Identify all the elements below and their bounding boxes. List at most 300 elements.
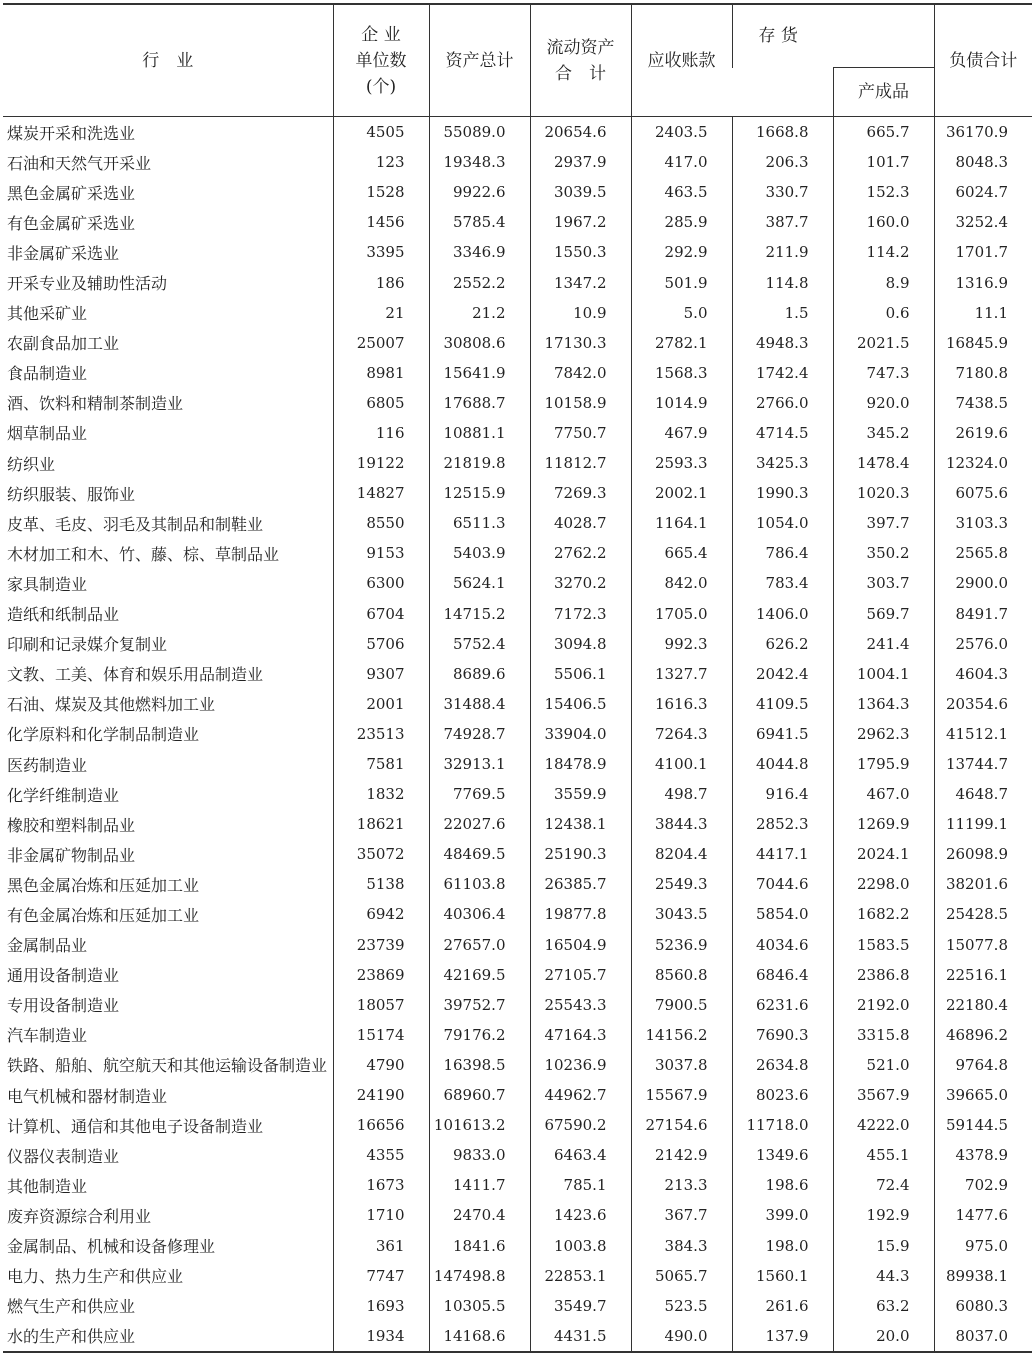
total-assets-cell: 3346.9 — [429, 237, 530, 267]
table-row — [3, 358, 1032, 388]
receivables-cell: 8204.4 — [631, 839, 732, 869]
unit-count-cell: 14827 — [333, 478, 429, 508]
current-assets-cell: 1550.3 — [530, 237, 631, 267]
inventory-cell: 2766.0 — [732, 388, 833, 418]
industry-name-cell: 化学原料和化学制品制造业 — [7, 725, 200, 745]
finished-goods-cell: 1583.5 — [833, 930, 934, 960]
unit-count-cell: 16656 — [333, 1110, 429, 1140]
industry-name-cell: 酒、饮料和精制茶制造业 — [7, 394, 184, 414]
industry-name-cell: 计算机、通信和其他电子设备制造业 — [7, 1116, 264, 1136]
current-assets-cell: 17130.3 — [530, 328, 631, 358]
inventory-cell: 198.0 — [732, 1230, 833, 1260]
current-assets-cell: 27105.7 — [530, 960, 631, 990]
industry-name-cell: 铁路、船舶、航空航天和其他运输设备制造业 — [7, 1056, 328, 1076]
total-liabilities-cell: 9764.8 — [934, 1050, 1032, 1080]
inventory-cell: 2634.8 — [732, 1050, 833, 1080]
inventory-cell: 7044.6 — [732, 869, 833, 899]
finished-goods-cell: 920.0 — [833, 388, 934, 418]
total-liabilities-cell: 13744.7 — [934, 749, 1032, 779]
current-assets-cell: 1967.2 — [530, 207, 631, 237]
total-liabilities-cell: 1701.7 — [934, 237, 1032, 267]
table-row — [3, 1200, 1032, 1230]
receivables-cell: 15567.9 — [631, 1080, 732, 1110]
receivables-cell: 1014.9 — [631, 388, 732, 418]
inventory-cell: 1406.0 — [732, 599, 833, 629]
unit-count-cell: 3395 — [333, 237, 429, 267]
industry-name-cell: 有色金属矿采选业 — [7, 213, 136, 233]
total-liabilities-cell: 4604.3 — [934, 659, 1032, 689]
inventory-cell: 206.3 — [732, 147, 833, 177]
unit-count-cell: 123 — [333, 147, 429, 177]
finished-goods-cell: 2298.0 — [833, 869, 934, 899]
finished-goods-cell: 1269.9 — [833, 809, 934, 839]
unit-count-cell: 7581 — [333, 749, 429, 779]
total-liabilities-cell: 36170.9 — [934, 117, 1032, 148]
industry-name-cell: 造纸和纸制品业 — [7, 605, 120, 625]
total-assets-cell: 55089.0 — [429, 117, 530, 148]
industry-name-cell: 化学纤维制造业 — [7, 785, 120, 805]
current-assets-cell: 785.1 — [530, 1170, 631, 1200]
table-row — [3, 659, 1032, 689]
receivables-cell: 292.9 — [631, 237, 732, 267]
receivables-cell: 2002.1 — [631, 478, 732, 508]
finished-goods-cell: 345.2 — [833, 418, 934, 448]
total-liabilities-cell: 975.0 — [934, 1230, 1032, 1260]
inventory-cell: 211.9 — [732, 237, 833, 267]
total-liabilities-cell: 59144.5 — [934, 1110, 1032, 1140]
finished-goods-cell: 4222.0 — [833, 1110, 934, 1140]
header-current-assets-line2: 合 计 — [555, 63, 606, 84]
total-liabilities-cell: 2565.8 — [934, 538, 1032, 568]
total-assets-cell: 30808.6 — [429, 328, 530, 358]
total-assets-cell: 42169.5 — [429, 960, 530, 990]
finished-goods-cell: 1478.4 — [833, 448, 934, 478]
unit-count-cell: 1832 — [333, 779, 429, 809]
total-liabilities-cell: 41512.1 — [934, 719, 1032, 749]
receivables-cell: 8560.8 — [631, 960, 732, 990]
current-assets-cell: 1423.6 — [530, 1200, 631, 1230]
unit-count-cell: 25007 — [333, 328, 429, 358]
receivables-cell: 2782.1 — [631, 328, 732, 358]
industry-name-cell: 皮革、毛皮、羽毛及其制品和制鞋业 — [7, 514, 264, 534]
industry-name-cell: 金属制品、机械和设备修理业 — [7, 1237, 216, 1257]
finished-goods-cell: 1682.2 — [833, 899, 934, 929]
total-assets-cell: 2470.4 — [429, 1200, 530, 1230]
total-assets-cell: 8689.6 — [429, 659, 530, 689]
total-assets-cell: 61103.8 — [429, 869, 530, 899]
current-assets-cell: 7269.3 — [530, 478, 631, 508]
total-liabilities-cell: 6080.3 — [934, 1291, 1032, 1321]
current-assets-cell: 12438.1 — [530, 809, 631, 839]
industry-name-cell: 电力、热力生产和供应业 — [7, 1267, 184, 1287]
inventory-cell: 1668.8 — [732, 117, 833, 148]
total-liabilities-cell: 25428.5 — [934, 899, 1032, 929]
inventory-cell: 399.0 — [732, 1200, 833, 1230]
finished-goods-cell: 1004.1 — [833, 659, 934, 689]
industry-name-cell: 文教、工美、体育和娱乐用品制造业 — [7, 665, 264, 685]
header-units — [333, 4, 429, 117]
unit-count-cell: 1934 — [333, 1321, 429, 1352]
receivables-cell: 1327.7 — [631, 659, 732, 689]
header-inventory-label: 存 货 — [758, 26, 798, 46]
current-assets-cell: 25190.3 — [530, 839, 631, 869]
table-row — [3, 689, 1032, 719]
receivables-cell: 992.3 — [631, 629, 732, 659]
total-assets-cell: 39752.7 — [429, 990, 530, 1020]
industry-name-cell: 黑色金属矿采选业 — [7, 183, 136, 203]
total-assets-cell: 5624.1 — [429, 568, 530, 598]
finished-goods-cell: 2962.3 — [833, 719, 934, 749]
receivables-cell: 498.7 — [631, 779, 732, 809]
table-row — [3, 599, 1032, 629]
total-liabilities-cell: 22180.4 — [934, 990, 1032, 1020]
finished-goods-cell: 20.0 — [833, 1321, 934, 1352]
finished-goods-cell: 0.6 — [833, 298, 934, 328]
unit-count-cell: 23739 — [333, 930, 429, 960]
unit-count-cell: 19122 — [333, 448, 429, 478]
table-row — [3, 508, 1032, 538]
current-assets-cell: 20654.6 — [530, 117, 631, 148]
finished-goods-cell: 192.9 — [833, 1200, 934, 1230]
industry-name-cell: 食品制造业 — [7, 364, 88, 384]
finished-goods-cell: 3567.9 — [833, 1080, 934, 1110]
total-liabilities-cell: 16845.9 — [934, 328, 1032, 358]
current-assets-cell: 10.9 — [530, 298, 631, 328]
finished-goods-cell: 1020.3 — [833, 478, 934, 508]
current-assets-cell: 6463.4 — [530, 1140, 631, 1170]
industry-name-cell: 废弃资源综合利用业 — [7, 1206, 152, 1226]
total-liabilities-cell: 39665.0 — [934, 1080, 1032, 1110]
inventory-cell: 4044.8 — [732, 749, 833, 779]
unit-count-cell: 23513 — [333, 719, 429, 749]
table-row — [3, 448, 1032, 478]
table-row — [3, 388, 1032, 418]
unit-count-cell: 186 — [333, 267, 429, 297]
industry-name-cell: 木材加工和木、竹、藤、棕、草制品业 — [7, 544, 280, 564]
total-liabilities-cell: 7438.5 — [934, 388, 1032, 418]
unit-count-cell: 4790 — [333, 1050, 429, 1080]
current-assets-cell: 47164.3 — [530, 1020, 631, 1050]
table-row — [3, 1321, 1032, 1352]
table-row — [3, 719, 1032, 749]
total-assets-cell: 101613.2 — [429, 1110, 530, 1140]
current-assets-cell: 1347.2 — [530, 267, 631, 297]
total-liabilities-cell: 11.1 — [934, 298, 1032, 328]
current-assets-cell: 19877.8 — [530, 899, 631, 929]
table-row — [3, 1170, 1032, 1200]
finished-goods-cell: 3315.8 — [833, 1020, 934, 1050]
inventory-cell: 4417.1 — [732, 839, 833, 869]
receivables-cell: 1616.3 — [631, 689, 732, 719]
header-inventory-spacer — [732, 68, 833, 117]
unit-count-cell: 5706 — [333, 629, 429, 659]
current-assets-cell: 16504.9 — [530, 930, 631, 960]
total-assets-cell: 5752.4 — [429, 629, 530, 659]
receivables-cell: 285.9 — [631, 207, 732, 237]
total-assets-cell: 21819.8 — [429, 448, 530, 478]
inventory-cell: 4714.5 — [732, 418, 833, 448]
header-units-line2: 单位数 — [355, 50, 407, 71]
finished-goods-cell: 8.9 — [833, 267, 934, 297]
current-assets-cell: 15406.5 — [530, 689, 631, 719]
receivables-cell: 213.3 — [631, 1170, 732, 1200]
finished-goods-cell: 1795.9 — [833, 749, 934, 779]
current-assets-cell: 22853.1 — [530, 1261, 631, 1291]
total-assets-cell: 31488.4 — [429, 689, 530, 719]
table-row — [3, 629, 1032, 659]
finished-goods-cell: 152.3 — [833, 177, 934, 207]
inventory-cell: 2852.3 — [732, 809, 833, 839]
industry-name-cell: 印刷和记录媒介复制业 — [7, 635, 168, 655]
current-assets-cell: 3094.8 — [530, 629, 631, 659]
unit-count-cell: 8981 — [333, 358, 429, 388]
industry-name-cell: 烟草制品业 — [7, 424, 88, 444]
receivables-cell: 27154.6 — [631, 1110, 732, 1140]
current-assets-cell: 4431.5 — [530, 1321, 631, 1352]
total-liabilities-cell: 6075.6 — [934, 478, 1032, 508]
total-assets-cell: 5785.4 — [429, 207, 530, 237]
industry-name-cell: 石油、煤炭及其他燃料加工业 — [7, 695, 216, 715]
industry-name-cell: 燃气生产和供应业 — [7, 1297, 136, 1317]
total-assets-cell: 68960.7 — [429, 1080, 530, 1110]
total-assets-cell: 12515.9 — [429, 478, 530, 508]
industry-name-cell: 仪器仪表制造业 — [7, 1146, 120, 1166]
table-row — [3, 1110, 1032, 1140]
current-assets-cell: 2762.2 — [530, 538, 631, 568]
unit-count-cell: 6805 — [333, 388, 429, 418]
current-assets-cell: 18478.9 — [530, 749, 631, 779]
total-assets-cell: 32913.1 — [429, 749, 530, 779]
inventory-cell: 916.4 — [732, 779, 833, 809]
inventory-cell: 4034.6 — [732, 930, 833, 960]
total-liabilities-cell: 11199.1 — [934, 809, 1032, 839]
finished-goods-cell: 467.0 — [833, 779, 934, 809]
finished-goods-cell: 2021.5 — [833, 328, 934, 358]
inventory-cell: 198.6 — [732, 1170, 833, 1200]
table-row — [3, 117, 1032, 148]
inventory-cell: 1349.6 — [732, 1140, 833, 1170]
inventory-cell: 6231.6 — [732, 990, 833, 1020]
receivables-cell: 384.3 — [631, 1230, 732, 1260]
unit-count-cell: 1673 — [333, 1170, 429, 1200]
total-assets-cell: 6511.3 — [429, 508, 530, 538]
receivables-cell: 5.0 — [631, 298, 732, 328]
table-row — [3, 298, 1032, 328]
table-row — [3, 1080, 1032, 1110]
current-assets-cell: 1003.8 — [530, 1230, 631, 1260]
total-assets-cell: 22027.6 — [429, 809, 530, 839]
total-liabilities-cell: 4378.9 — [934, 1140, 1032, 1170]
finished-goods-cell: 397.7 — [833, 508, 934, 538]
total-liabilities-cell: 2619.6 — [934, 418, 1032, 448]
unit-count-cell: 18621 — [333, 809, 429, 839]
inventory-cell: 137.9 — [732, 1321, 833, 1352]
industry-name-cell: 纺织业 — [7, 454, 56, 474]
table-row — [3, 568, 1032, 598]
total-assets-cell: 9833.0 — [429, 1140, 530, 1170]
unit-count-cell: 1693 — [333, 1291, 429, 1321]
total-liabilities-cell: 8037.0 — [934, 1321, 1032, 1352]
industry-name-cell: 其他制造业 — [7, 1176, 88, 1196]
industry-name-cell: 电气机械和器材制造业 — [7, 1086, 168, 1106]
total-liabilities-cell: 46896.2 — [934, 1020, 1032, 1050]
header-industry: 行 业 — [3, 4, 333, 117]
receivables-cell: 3043.5 — [631, 899, 732, 929]
receivables-cell: 501.9 — [631, 267, 732, 297]
finished-goods-cell: 1364.3 — [833, 689, 934, 719]
finished-goods-cell: 15.9 — [833, 1230, 934, 1260]
header-current-assets — [530, 4, 631, 117]
current-assets-cell: 5506.1 — [530, 659, 631, 689]
total-liabilities-cell: 1477.6 — [934, 1200, 1032, 1230]
table-row — [3, 478, 1032, 508]
total-assets-cell: 9922.6 — [429, 177, 530, 207]
inventory-cell: 4948.3 — [732, 328, 833, 358]
unit-count-cell: 8550 — [333, 508, 429, 538]
unit-count-cell: 1710 — [333, 1200, 429, 1230]
current-assets-cell: 67590.2 — [530, 1110, 631, 1140]
table-row — [3, 1050, 1032, 1080]
header-units-line1: 企 业 — [361, 24, 401, 45]
current-assets-cell: 44962.7 — [530, 1080, 631, 1110]
receivables-cell: 842.0 — [631, 568, 732, 598]
total-assets-cell: 14715.2 — [429, 599, 530, 629]
total-liabilities-cell: 8491.7 — [934, 599, 1032, 629]
total-liabilities-cell: 4648.7 — [934, 779, 1032, 809]
header-current-assets-line1: 流动资产 — [546, 37, 615, 58]
inventory-cell: 6846.4 — [732, 960, 833, 990]
current-assets-cell: 3270.2 — [530, 568, 631, 598]
inventory-cell: 11718.0 — [732, 1110, 833, 1140]
industry-name-cell: 农副食品加工业 — [7, 334, 120, 354]
current-assets-cell: 7842.0 — [530, 358, 631, 388]
table-header — [3, 4, 1032, 117]
finished-goods-cell: 2192.0 — [833, 990, 934, 1020]
total-liabilities-cell: 15077.8 — [934, 930, 1032, 960]
unit-count-cell: 4355 — [333, 1140, 429, 1170]
industry-name-cell: 专用设备制造业 — [7, 996, 120, 1016]
inventory-cell: 6941.5 — [732, 719, 833, 749]
receivables-cell: 367.7 — [631, 1200, 732, 1230]
finished-goods-cell: 63.2 — [833, 1291, 934, 1321]
finished-goods-cell: 114.2 — [833, 237, 934, 267]
receivables-cell: 7900.5 — [631, 990, 732, 1020]
finished-goods-cell: 665.7 — [833, 117, 934, 148]
inventory-cell: 1560.1 — [732, 1261, 833, 1291]
receivables-cell: 5065.7 — [631, 1261, 732, 1291]
inventory-cell: 786.4 — [732, 538, 833, 568]
unit-count-cell: 35072 — [333, 839, 429, 869]
table-row — [3, 869, 1032, 899]
current-assets-cell: 33904.0 — [530, 719, 631, 749]
unit-count-cell: 24190 — [333, 1080, 429, 1110]
current-assets-cell: 3039.5 — [530, 177, 631, 207]
header-finished-goods: 产成品 — [833, 68, 934, 117]
total-assets-cell: 21.2 — [429, 298, 530, 328]
total-assets-cell: 10881.1 — [429, 418, 530, 448]
unit-count-cell: 9153 — [333, 538, 429, 568]
table-row — [3, 990, 1032, 1020]
industry-name-cell: 家具制造业 — [7, 574, 88, 594]
unit-count-cell: 9307 — [333, 659, 429, 689]
table-row — [3, 237, 1032, 267]
current-assets-cell: 7750.7 — [530, 418, 631, 448]
header-total-assets: 资产总计 — [429, 4, 530, 117]
receivables-cell: 2142.9 — [631, 1140, 732, 1170]
total-liabilities-cell: 7180.8 — [934, 358, 1032, 388]
total-liabilities-cell: 3103.3 — [934, 508, 1032, 538]
current-assets-cell: 4028.7 — [530, 508, 631, 538]
finished-goods-cell: 101.7 — [833, 147, 934, 177]
finished-goods-cell: 747.3 — [833, 358, 934, 388]
total-assets-cell: 10305.5 — [429, 1291, 530, 1321]
finished-goods-cell: 44.3 — [833, 1261, 934, 1291]
current-assets-cell: 7172.3 — [530, 599, 631, 629]
table-row — [3, 930, 1032, 960]
table-row — [3, 960, 1032, 990]
inventory-cell: 2042.4 — [732, 659, 833, 689]
finished-goods-cell: 350.2 — [833, 538, 934, 568]
unit-count-cell: 23869 — [333, 960, 429, 990]
finished-goods-cell: 303.7 — [833, 568, 934, 598]
unit-count-cell: 6942 — [333, 899, 429, 929]
receivables-cell: 2549.3 — [631, 869, 732, 899]
header-total-liabilities: 负债合计 — [934, 4, 1032, 117]
current-assets-cell: 11812.7 — [530, 448, 631, 478]
industry-name-cell: 水的生产和供应业 — [3, 1321, 333, 1352]
total-liabilities-cell: 89938.1 — [934, 1261, 1032, 1291]
total-assets-cell: 74928.7 — [429, 719, 530, 749]
industry-name-cell: 其他采矿业 — [7, 304, 88, 324]
industry-name-cell: 黑色金属冶炼和压延加工业 — [7, 875, 200, 895]
receivables-cell: 1705.0 — [631, 599, 732, 629]
receivables-cell: 3844.3 — [631, 809, 732, 839]
table-row — [3, 418, 1032, 448]
table-row — [3, 207, 1032, 237]
industry-name-cell: 煤炭开采和洗选业 — [7, 123, 136, 143]
finished-goods-cell: 160.0 — [833, 207, 934, 237]
total-liabilities-cell: 6024.7 — [934, 177, 1032, 207]
receivables-cell: 2593.3 — [631, 448, 732, 478]
receivables-cell: 467.9 — [631, 418, 732, 448]
table-row — [3, 899, 1032, 929]
total-liabilities-cell: 8048.3 — [934, 147, 1032, 177]
total-liabilities-cell: 702.9 — [934, 1170, 1032, 1200]
receivables-cell: 490.0 — [631, 1321, 732, 1352]
receivables-cell: 5236.9 — [631, 930, 732, 960]
total-liabilities-cell: 26098.9 — [934, 839, 1032, 869]
total-assets-cell: 14168.6 — [429, 1321, 530, 1352]
industry-name-cell: 金属制品业 — [7, 936, 88, 956]
table-row — [3, 1020, 1032, 1050]
unit-count-cell: 1528 — [333, 177, 429, 207]
current-assets-cell: 10236.9 — [530, 1050, 631, 1080]
table-row — [3, 147, 1032, 177]
unit-count-cell: 361 — [333, 1230, 429, 1260]
inventory-cell: 7690.3 — [732, 1020, 833, 1050]
inventory-cell: 1054.0 — [732, 508, 833, 538]
inventory-cell: 783.4 — [732, 568, 833, 598]
industry-name-cell: 有色金属冶炼和压延加工业 — [7, 905, 200, 925]
total-assets-cell: 16398.5 — [429, 1050, 530, 1080]
table-row — [3, 749, 1032, 779]
total-assets-cell: 79176.2 — [429, 1020, 530, 1050]
unit-count-cell: 15174 — [333, 1020, 429, 1050]
table-row — [3, 328, 1032, 358]
table-row — [3, 1291, 1032, 1321]
current-assets-cell: 3559.9 — [530, 779, 631, 809]
finished-goods-cell: 72.4 — [833, 1170, 934, 1200]
